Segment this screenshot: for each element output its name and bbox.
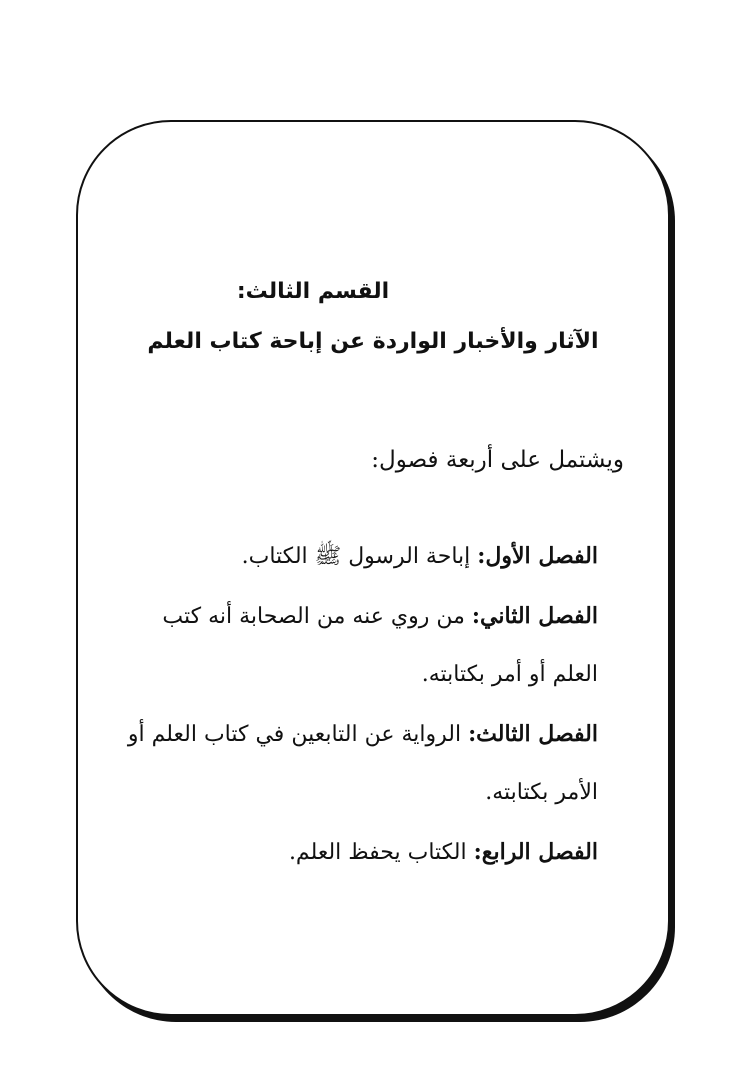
chapter-label: الفصل الثالث: bbox=[468, 720, 598, 747]
chapter-label: الفصل الرابع: bbox=[473, 838, 598, 865]
chapter-item-1 bbox=[118, 527, 598, 587]
chapter-item-3 bbox=[118, 705, 598, 823]
section-heading: القسم الثالث: bbox=[236, 279, 390, 304]
chapter-text: الرواية عن التابعين في كتاب العلم أو الأمر بكتابته. bbox=[127, 721, 598, 805]
chapter-list bbox=[118, 527, 598, 882]
chapter-label: الفصل الثاني: bbox=[471, 602, 598, 629]
page-content bbox=[78, 122, 668, 1014]
chapter-text: إباحة الرسول ﷺ الكتاب. bbox=[241, 544, 478, 569]
chapter-text: الكتاب يحفظ العلم. bbox=[288, 839, 474, 865]
chapter-label: الفصل الأول: bbox=[477, 543, 598, 569]
section-title: الآثار والأخبار الواردة عن إباحة كتاب العلم bbox=[147, 329, 599, 354]
page-frame bbox=[76, 120, 670, 1016]
title-block bbox=[78, 272, 668, 362]
chapter-item-2 bbox=[118, 587, 598, 705]
chapter-item-4 bbox=[118, 823, 598, 883]
intro-text: ويشتمل على أربعة فصول: bbox=[371, 447, 624, 473]
chapter-text: من روي عنه من الصحابة أنه كتب العلم أو أمر بكتابته. bbox=[162, 603, 598, 687]
